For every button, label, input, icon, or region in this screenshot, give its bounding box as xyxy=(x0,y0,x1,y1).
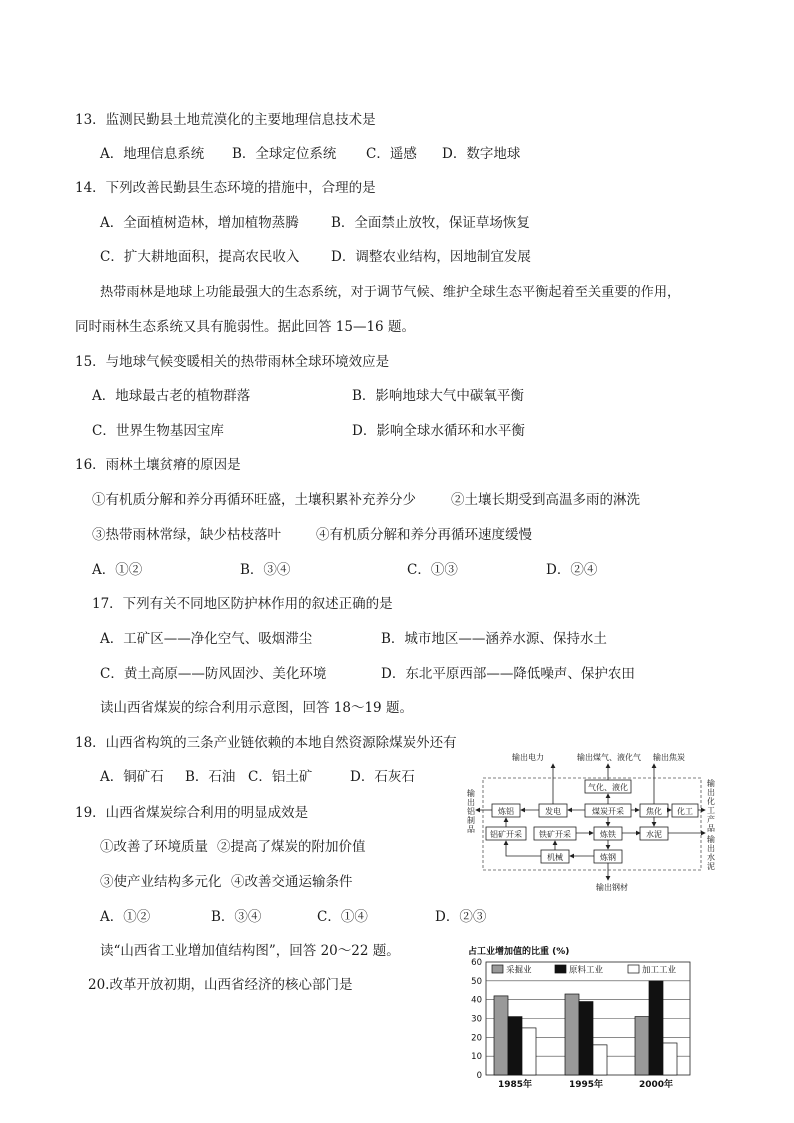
svg-text:输: 输 xyxy=(707,779,715,788)
node-meitan: 煤炭开采 xyxy=(592,807,624,816)
svg-text:出: 出 xyxy=(467,798,475,807)
passage-line-2: 同时雨林生态系统又具有脆弱性。据此回答 15—16 题。 xyxy=(75,319,415,335)
q16-option-b: B．③④ xyxy=(240,562,291,578)
node-jixie: 机械 xyxy=(547,853,563,862)
svg-text:输: 输 xyxy=(467,789,475,798)
q19-item-1: ①改善了环境质量 xyxy=(100,839,208,855)
q13-option-a: A．地理信息系统 xyxy=(100,146,205,162)
chart-title: 占工业增加值的比重 (%) xyxy=(468,947,570,957)
svg-text:输: 输 xyxy=(707,835,715,844)
x-tick-label: 1985年 xyxy=(497,1080,533,1090)
x-tick-label: 1995年 xyxy=(568,1080,604,1090)
q13-stem: 13．监测民勤县土地荒漠化的主要地理信息技术是 xyxy=(75,112,376,128)
node-jiaohua: 焦化 xyxy=(646,807,662,816)
q17-option-a: A．工矿区——净化空气、吸烟滞尘 xyxy=(100,631,313,647)
node-fadian: 发电 xyxy=(545,807,561,816)
industry-structure-chart xyxy=(440,944,730,1102)
q14-option-c: C．扩大耕地面积，提高农民收入 xyxy=(100,249,300,265)
svg-text:水: 水 xyxy=(707,853,715,862)
q18-option-c: C．铝土矿 xyxy=(248,769,313,785)
legend-label: 采掘业 xyxy=(506,965,532,976)
node-liangang: 炼钢 xyxy=(600,853,616,862)
y-tick-label: 0 xyxy=(476,1071,482,1081)
q18-option-d: D．石灰石 xyxy=(350,769,415,785)
coal-utilization-diagram xyxy=(462,748,724,894)
legend-swatch xyxy=(628,965,639,973)
q17-option-d: D．东北平原西部——降低噪声、保护农田 xyxy=(381,666,635,682)
q16-stem: 16．雨林土壤贫瘠的原因是 xyxy=(75,457,241,473)
output-chemical-label xyxy=(707,778,715,833)
q18-stem: 18．山西省构筑的三条产业链依赖的本地自然资源除煤炭外还有 xyxy=(75,735,457,751)
node-liantie: 炼铁 xyxy=(600,830,616,839)
q14-option-d: D．调整农业结构，因地制宜发展 xyxy=(331,249,531,265)
q19-item-3: ③使产业结构多元化 xyxy=(100,874,222,890)
q13-option-c: C．遥感 xyxy=(366,146,417,162)
q19-option-b: B．③④ xyxy=(211,909,262,925)
legend-label: 原料工业 xyxy=(569,965,604,976)
q17-option-c: C．黄土高原——防风固沙、美化环境 xyxy=(100,666,327,682)
intro-20-22: 读“山西省工业增加值结构图”，回答 20～22 题。 xyxy=(100,943,400,959)
svg-text:出: 出 xyxy=(707,844,715,853)
q14-option-a: A．全面植树造林，增加植物蒸腾 xyxy=(100,215,299,231)
q16-option-a: A．①② xyxy=(92,562,143,578)
svg-text:泥: 泥 xyxy=(707,862,715,871)
y-tick-label: 60 xyxy=(471,958,482,968)
output-power-label: 输出电力 xyxy=(512,753,544,762)
svg-text:工: 工 xyxy=(707,806,715,815)
output-cement-label xyxy=(707,834,715,871)
q14-stem: 14．下列改善民勤县生态环境的措施中，合理的是 xyxy=(75,180,376,196)
q19-item-2: ②提高了煤炭的附加价值 xyxy=(217,839,366,855)
y-tick-label: 10 xyxy=(471,1052,482,1063)
q15-option-d: D．影响全球水循环和水平衡 xyxy=(352,423,525,439)
output-gas-label: 输出煤气、液化气 xyxy=(577,753,641,762)
y-tick-label: 20 xyxy=(471,1033,482,1044)
node-tiekuang: 铁矿开采 xyxy=(539,830,571,839)
q15-option-a: A．地球最古老的植物群落 xyxy=(92,388,251,404)
node-huagong: 化工 xyxy=(677,807,693,816)
q18-option-a: A．铜矿石 xyxy=(100,769,164,785)
output-aluminum-label xyxy=(467,788,475,834)
q16-item-4: ④有机质分解和养分再循环速度缓慢 xyxy=(316,527,532,543)
q15-option-b: B．影响地球大气中碳氧平衡 xyxy=(352,388,524,404)
q14-option-b: B．全面禁止放牧，保证草场恢复 xyxy=(331,215,530,231)
legend-swatch xyxy=(492,965,503,973)
q15-option-c: C．世界生物基因宝库 xyxy=(92,423,224,439)
svg-text:制: 制 xyxy=(467,816,475,825)
q15-stem: 15．与地球气候变暖相关的热带雨林全球环境效应是 xyxy=(75,354,390,370)
q16-option-d: D．②④ xyxy=(546,562,598,578)
q18-option-b: B．石油 xyxy=(185,769,236,785)
node-qihua: 气化、液化 xyxy=(588,783,628,792)
passage-line-1: 热带雨林是地球上功能最强大的生态系统，对于调节气候、维护全球生态平衡起着至关重要的作用， xyxy=(100,285,681,300)
node-lianlv: 炼铝 xyxy=(498,807,514,816)
bar xyxy=(635,1017,649,1075)
q19-item-4: ④改善交通运输条件 xyxy=(231,874,353,890)
bar xyxy=(508,1017,522,1075)
y-tick-label: 50 xyxy=(471,976,482,987)
node-shuini: 水泥 xyxy=(646,830,662,839)
node-lvkuang: 铝矿开采 xyxy=(490,830,522,839)
q19-option-a: A．①② xyxy=(100,909,151,925)
svg-text:品: 品 xyxy=(467,825,475,834)
bar xyxy=(593,1045,607,1075)
bar xyxy=(579,1002,593,1075)
legend-swatch xyxy=(555,965,566,973)
q19-option-d: D．②③ xyxy=(435,909,487,925)
y-tick-label: 30 xyxy=(471,1014,482,1025)
output-coke-label: 输出焦炭 xyxy=(653,753,685,762)
intro-18-19: 读山西省煤炭的综合利用示意图，回答 18～19 题。 xyxy=(100,700,413,716)
q17-stem: 17．下列有关不同地区防护林作用的叙述正确的是 xyxy=(92,596,393,612)
bar xyxy=(649,981,663,1075)
bar xyxy=(663,1043,677,1075)
legend-label: 加工工业 xyxy=(642,965,677,976)
bar xyxy=(494,996,508,1075)
svg-text:铝: 铝 xyxy=(467,807,475,816)
bar xyxy=(565,994,579,1075)
q17-option-b: B．城市地区——涵养水源、保持水土 xyxy=(381,631,607,647)
svg-text:产: 产 xyxy=(707,815,715,824)
q19-option-c: C．①④ xyxy=(317,909,368,925)
q16-item-3: ③热带雨林常绿，缺少枯枝落叶 xyxy=(92,527,281,543)
svg-text:品: 品 xyxy=(707,824,715,833)
q16-item-1: ①有机质分解和养分再循环旺盛，土壤积累补充养分少 xyxy=(92,492,416,508)
q13-option-b: B．全球定位系统 xyxy=(232,146,337,162)
y-tick-label: 40 xyxy=(471,995,482,1006)
bar xyxy=(522,1028,536,1075)
q16-option-c: C．①③ xyxy=(407,562,458,578)
q19-stem: 19．山西省煤炭综合利用的明显成效是 xyxy=(75,805,309,821)
svg-text:化: 化 xyxy=(707,797,715,806)
q16-item-2: ②土壤长期受到高温多雨的淋洗 xyxy=(451,492,640,508)
output-steel-label: 输出钢材 xyxy=(596,883,628,892)
x-tick-label: 2000年 xyxy=(638,1080,674,1090)
q13-option-d: D．数字地球 xyxy=(442,146,521,162)
svg-text:出: 出 xyxy=(707,788,715,797)
q20-stem: 20.改革开放初期，山西省经济的核心部门是 xyxy=(88,977,353,993)
